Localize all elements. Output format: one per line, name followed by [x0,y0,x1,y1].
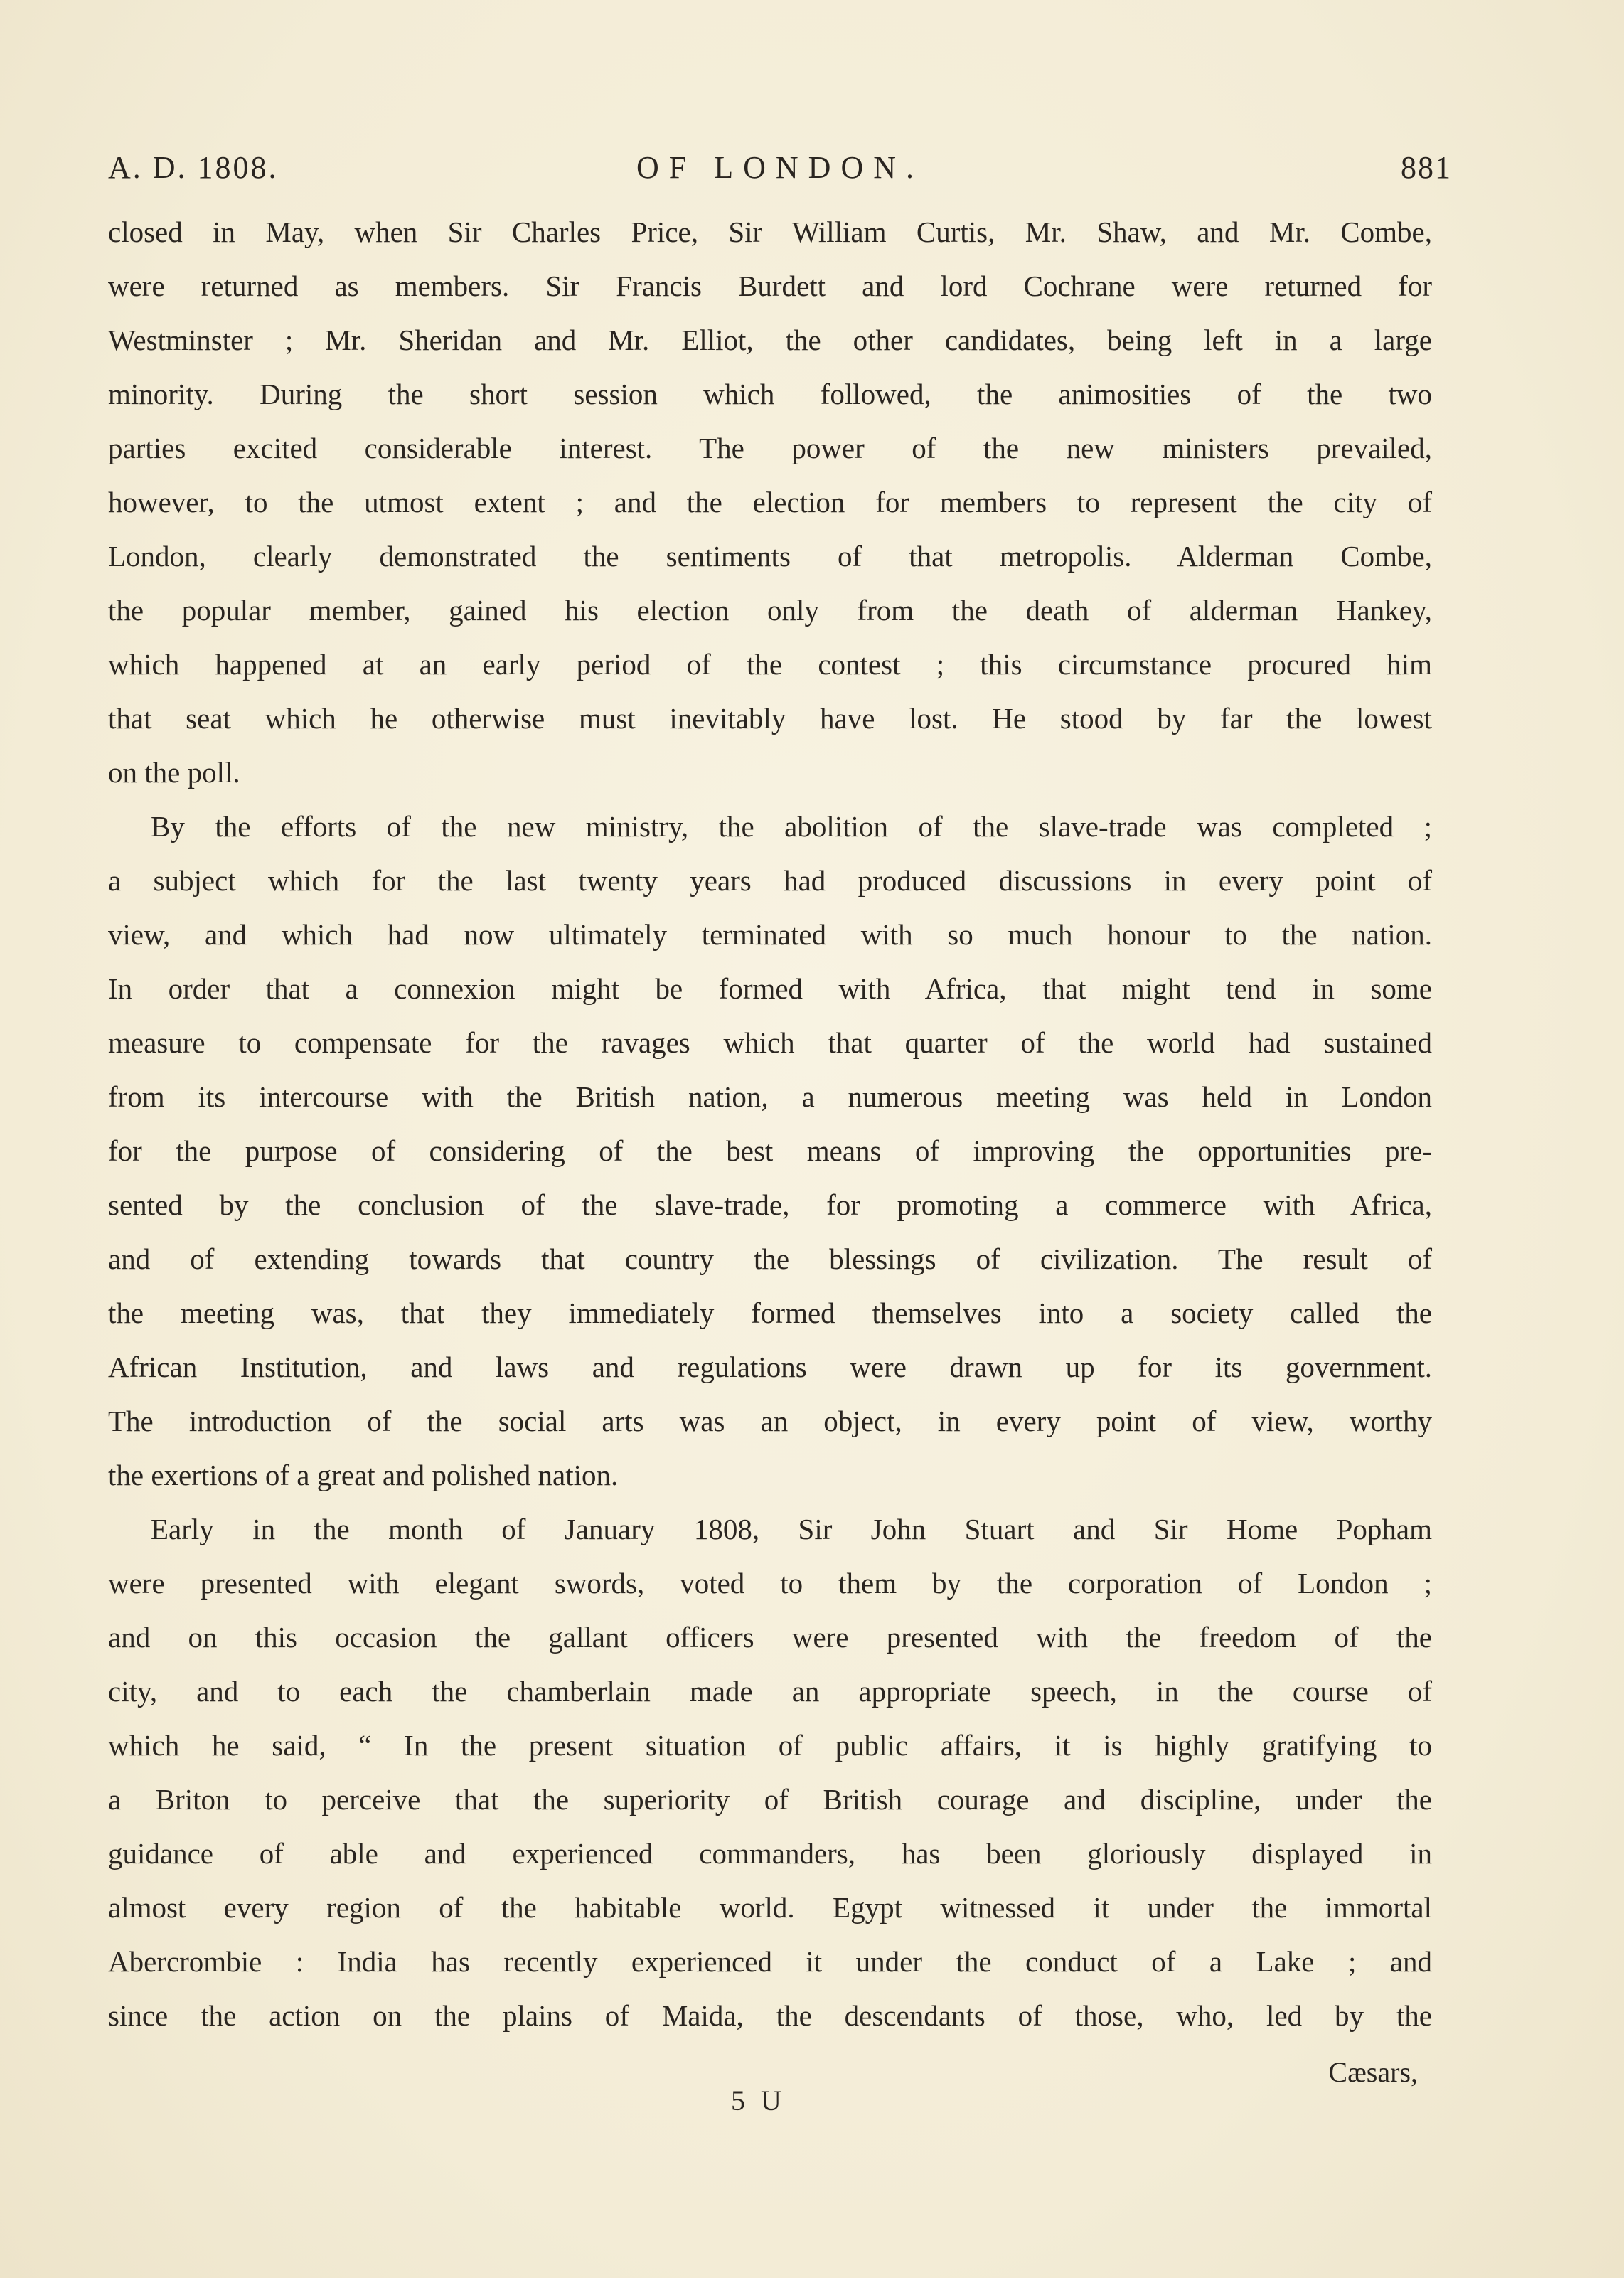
text-line: however, to the utmost extent ; and the election for members to represent the city of [108,486,1432,518]
text-line: that seat which he otherwise must inevitably have lost. He stood by far the lowest [108,702,1432,735]
text-line: which he said, “ In the present situation of public affairs, it is highly gratifying to [108,1729,1432,1762]
page-number: 881 [1401,150,1452,185]
text-line: By the efforts of the new ministry, the abolition of the slave-trade was completed ; [151,810,1432,843]
text-line: London, clearly demonstrated the sentiments of that metropolis. Alderman Combe, [108,540,1432,573]
text-line: Early in the month of January 1808, Sir John Stuart and Sir Home Popham [151,1513,1432,1545]
text-line: a Briton to perceive that the superiority of British courage and discipline, under the [108,1783,1432,1816]
page-footer [108,2055,1432,2134]
text-line: and on this occasion the gallant officers were presented with the freedom of the [108,1621,1432,1654]
text-line: since the action on the plains of Maida, the descendants of those, who, led by the [108,1999,1432,2032]
text-line: a subject which for the last twenty years had produced discussions in every point of [108,864,1432,897]
text-line: parties excited considerable interest. The power of the new ministers prevailed, [108,432,1432,464]
text-line: the meeting was, that they immediately formed themselves into a society called the [108,1297,1432,1329]
text-line: In order that a connexion might be formed with Africa, that might tend in some [108,972,1432,1005]
text-line: for the purpose of considering of the best means of improving the opportunities pre- [108,1134,1432,1167]
text-line: almost every region of the habitable world. Egypt witnessed it under the immortal [108,1891,1432,1924]
running-head-title: OF LONDON. [636,150,924,185]
text-line: were presented with elegant swords, voted to them by the corporation of London ; [108,1567,1432,1600]
text-line: African Institution, and laws and regulations were drawn up for its government. [108,1351,1432,1383]
signature-mark: 5 U [731,2085,786,2117]
text-line: the exertions of a great and polished nation. [108,1459,619,1491]
running-head [108,139,1452,196]
text-line: Westminster ; Mr. Sheridan and Mr. Elliot, the other candidates, being left in a large [108,324,1432,356]
text-line: view, and which had now ultimately terminated with so much honour to the nation. [108,918,1432,951]
text-line: Abercrombie : India has recently experienced it under the conduct of a Lake ; and [108,1945,1432,1978]
text-line: which happened at an early period of the contest ; this circumstance procured him [108,648,1432,681]
text-line: measure to compensate for the ravages which that quarter of the world had sustained [108,1026,1432,1059]
text-line: the popular member, gained his election only from the death of alderman Hankey, [108,594,1432,627]
text-line: guidance of able and experienced commanders, has been gloriously displayed in [108,1837,1432,1870]
text-line: on the poll. [108,756,240,789]
text-line: and of extending towards that country the blessings of civilization. The result of [108,1242,1432,1275]
catchword: Cæsars, [1328,2056,1418,2088]
running-head-year: A. D. 1808. [108,150,279,185]
text-line: from its intercourse with the British nation, a numerous meeting was held in London [108,1080,1432,1113]
text-line: were returned as members. Sir Francis Burdett and lord Cochrane were returned for [108,270,1432,302]
text-line: minority. During the short session which followed, the animosities of the two [108,378,1432,410]
text-line: city, and to each the chamberlain made an appropriate speech, in the course of [108,1675,1432,1708]
text-line: closed in May, when Sir Charles Price, Sir William Curtis, Mr. Shaw, and Mr. Combe, [108,215,1432,248]
text-line: sented by the conclusion of the slave-trade, for promoting a commerce with Africa, [108,1188,1432,1221]
body-text [108,205,1432,2043]
text-line: The introduction of the social arts was an object, in every point of view, worthy [108,1405,1432,1437]
